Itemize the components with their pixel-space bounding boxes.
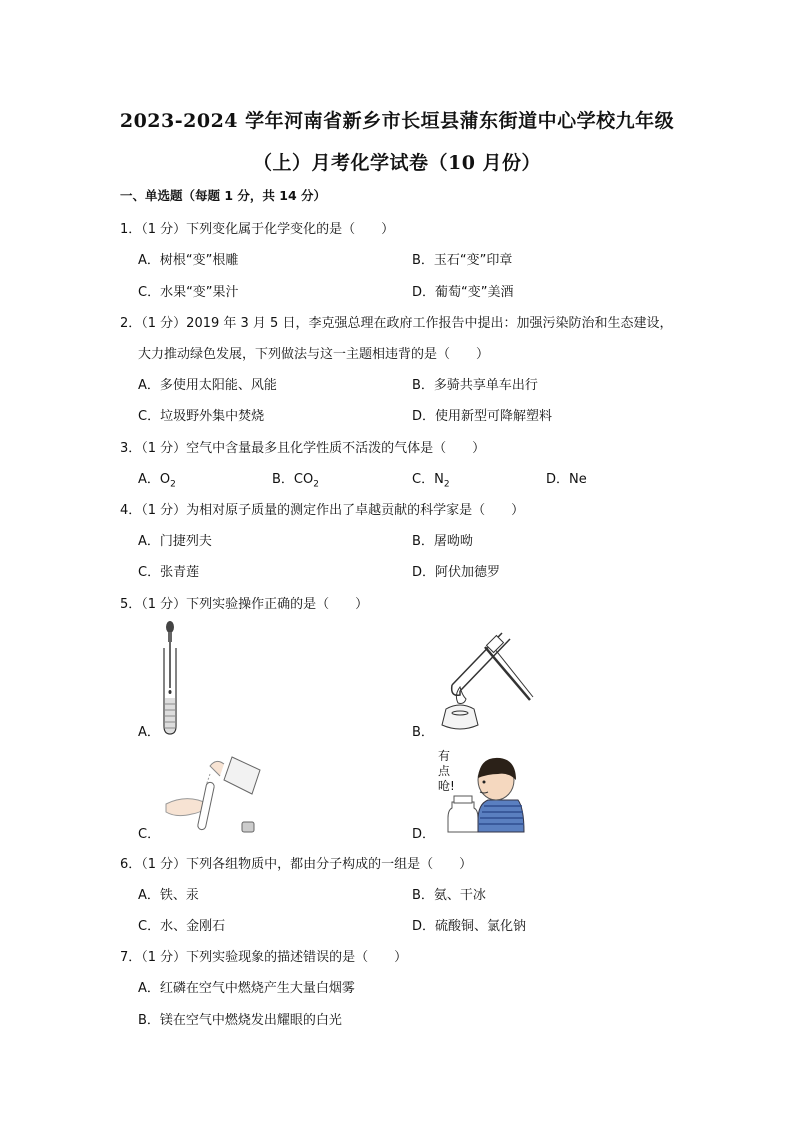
question-7-stem: 7．（1 分）下列实验现象的描述错误的是（ ） — [120, 950, 408, 965]
question-3-option-c: C．$N_2$ — [412, 472, 450, 490]
question-4-option-d: D．阿伏加德罗 — [412, 565, 501, 580]
dropper-in-tube-figure — [156, 620, 186, 740]
question-6-option-d: D．硫酸铜、氯化钠 — [412, 919, 527, 934]
question-2-option-c: C．垃圾野外集中焚烧 — [138, 409, 265, 424]
heating-test-tube-figure — [430, 625, 540, 740]
question-1-option-c: C．水果“变”果汁 — [138, 285, 239, 300]
question-6-option-c: C．水、金刚石 — [138, 919, 226, 934]
question-3-option-a: A．$O_2$ — [138, 472, 176, 490]
question-4-stem: 4．（1 分）为相对原子质量的测定作出了卓越贡献的科学家是（ ） — [120, 503, 525, 518]
question-7-option-a: A．红磷在空气中燃烧产生大量白烟雾 — [138, 981, 355, 996]
question-2-option-a: A．多使用太阳能、风能 — [138, 378, 277, 393]
question-4-option-a: A．门捷列夫 — [138, 534, 212, 549]
question-5-stem: 5．（1 分）下列实验操作正确的是（ ） — [120, 597, 369, 612]
question-3-stem: 3．（1 分）空气中含量最多且化学性质不活泼的气体是（ ） — [120, 441, 486, 456]
question-2-stem-line2: 大力推动绿色发展，下列做法与这一主题相违背的是（ ） — [138, 347, 490, 362]
exam-title-line1: 2023-2024 学年河南省新乡市长垣县蒲东街道中心学校九年级 — [119, 110, 675, 132]
question-1-option-d: D．葡萄“变”美酒 — [412, 285, 514, 300]
question-1-stem: 1．（1 分）下列变化属于化学变化的是（ ） — [120, 222, 395, 237]
pouring-liquid-figure — [164, 752, 274, 837]
question-6-option-a: A．铁、汞 — [138, 888, 199, 903]
question-5-option-d: D． — [412, 827, 436, 842]
question-4-option-b: B．屠呦呦 — [412, 534, 473, 549]
question-4-option-c: C．张青莲 — [138, 565, 200, 580]
question-2-option-d: D．使用新型可降解塑料 — [412, 409, 553, 424]
question-3-option-b: B．$CO_2$ — [272, 472, 319, 490]
question-7-option-b: B．镁在空气中燃烧发出耀眼的白光 — [138, 1013, 342, 1028]
question-6-option-b: B．氨、干冰 — [412, 888, 486, 903]
question-1-option-a: A．树根“变”根雕 — [138, 253, 239, 268]
question-5-option-a: A． — [138, 725, 160, 740]
exam-title-line2: （上）月考化学试卷（10 月份） — [252, 152, 542, 174]
question-5-option-b: B． — [412, 725, 434, 740]
speech-text: 有 点 呛! — [438, 749, 455, 793]
smelling-gas-figure — [444, 748, 526, 836]
question-2-stem-line1: 2．（1 分）2019 年 3 月 5 日，李克强总理在政府工作报告中提出：加强污染防治和生态建设， — [120, 316, 673, 331]
question-6-stem: 6．（1 分）下列各组物质中，都由分子构成的一组是（ ） — [120, 857, 473, 872]
question-3-option-d: D．Ne — [546, 472, 587, 487]
question-2-option-b: B．多骑共享单车出行 — [412, 378, 538, 393]
question-5-option-c: C． — [138, 827, 161, 842]
question-1-option-b: B．玉石“变”印章 — [412, 253, 513, 268]
section-heading: 一、单选题（每题 1 分，共 14 分） — [120, 188, 327, 203]
